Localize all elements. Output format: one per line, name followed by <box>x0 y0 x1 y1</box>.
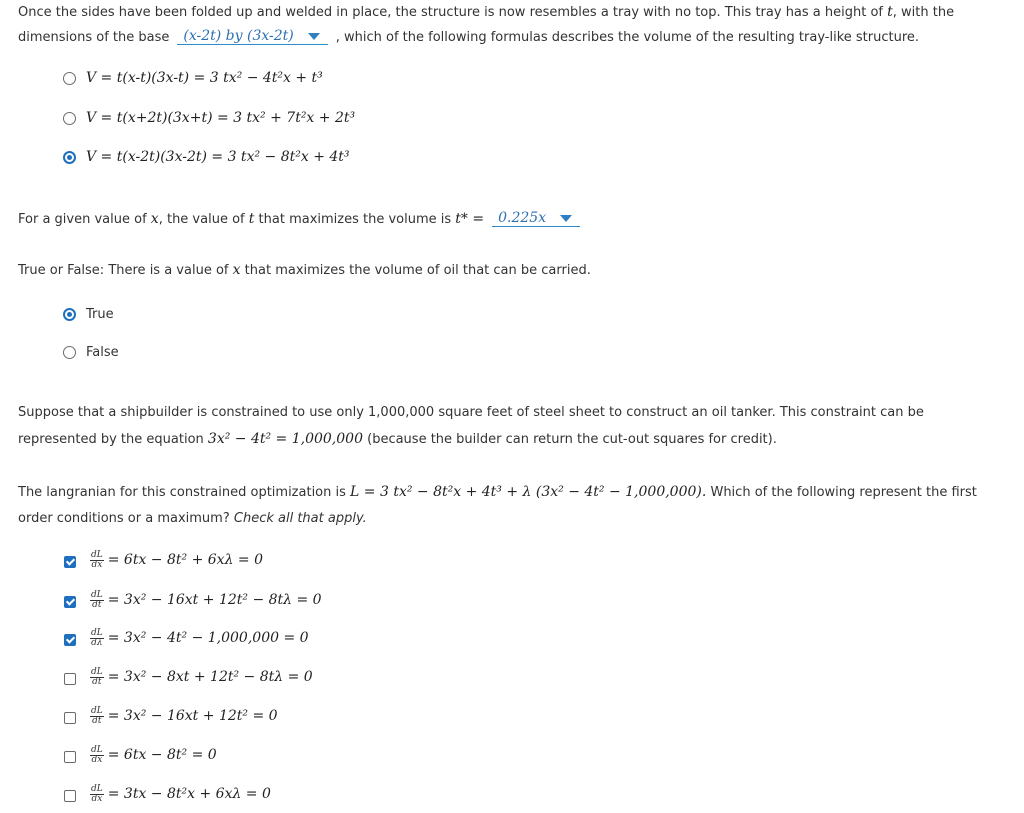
foc-3-num: dL <box>91 628 103 638</box>
false-option-label[interactable]: False <box>86 345 119 360</box>
foc-4-checkbox[interactable] <box>64 673 76 685</box>
q5-line2 <box>18 431 777 447</box>
foc-1-den: dx <box>91 560 103 570</box>
foc-3-den: dλ <box>91 638 103 648</box>
q6-line2-text: order conditions or a maximum? <box>18 511 230 526</box>
volume-option-2-radio[interactable] <box>63 112 76 125</box>
chevron-down-icon <box>308 33 320 40</box>
foc-2-rhs: = 3x² − 16xt + 12t² − 8tλ = 0 <box>107 592 322 608</box>
q4-prefix: True or False: There is a value of <box>18 263 229 278</box>
q1-line2 <box>18 26 919 45</box>
foc-6-den: dx <box>91 755 103 765</box>
foc-1[interactable] <box>90 551 263 570</box>
volume-option-3-radio[interactable] <box>63 151 76 164</box>
volume-option-1[interactable]: V = t(x-t)(3x-t) = 3 tx² − 4t²x + t³ <box>86 70 323 86</box>
q1-line2-prefix: dimensions of the base <box>18 30 170 45</box>
foc-1-num: dL <box>91 550 103 560</box>
foc-6-rhs: = 6tx − 8t² = 0 <box>107 747 217 763</box>
q6-suffix: Which of the following represent the first <box>710 485 977 500</box>
lagrangian-equation: L = 3 tx² − 8t²x + 4t³ + λ (3x² − 4t² − 1,000,000). <box>350 484 707 500</box>
q5-line2-suffix: (because the builder can return the cut-out squares for credit). <box>367 432 777 447</box>
q5-line2-prefix: represented by the equation <box>18 432 204 447</box>
foc-4-fraction <box>90 668 104 687</box>
foc-4-rhs: = 3x² − 8xt + 12t² − 8tλ = 0 <box>107 669 313 685</box>
foc-3-rhs: = 3x² − 4t² − 1,000,000 = 0 <box>107 630 309 646</box>
q4-suffix: that maximizes the volume of oil that can be carried. <box>244 263 591 278</box>
foc-4-num: dL <box>91 667 103 677</box>
foc-7[interactable] <box>90 785 271 804</box>
volume-option-1-radio[interactable] <box>63 72 76 85</box>
foc-2-den: dt <box>92 600 102 610</box>
foc-5-checkbox[interactable] <box>64 712 76 724</box>
true-option-label[interactable]: True <box>86 307 114 322</box>
false-radio[interactable] <box>63 346 76 359</box>
foc-4-den: dt <box>92 677 102 687</box>
q1-line2-suffix: , which of the following formulas describes the volume of the resulting tray-like structure. <box>335 30 920 45</box>
volume-option-3[interactable]: V = t(x-2t)(3x-2t) = 3 tx² − 8t²x + 4t³ <box>86 149 350 165</box>
foc-7-rhs: = 3tx − 8t²x + 6xλ = 0 <box>107 786 271 802</box>
t-star-label: t* = <box>455 211 485 227</box>
q3-line <box>18 208 580 227</box>
q1-text-before: Once the sides have been folded up and welded in place, the structure is now resembles a tray with no top. This tray has a height of <box>18 5 888 20</box>
foc-7-den: dx <box>91 794 103 804</box>
volume-option-2[interactable]: V = t(x+2t)(3x+t) = 3 tx² + 7t²x + 2t³ <box>86 110 356 126</box>
q3-mid: , the value of <box>158 212 245 227</box>
tstar-dropdown-value: 0.225x <box>498 210 547 226</box>
foc-1-checkbox[interactable] <box>64 556 76 568</box>
foc-2[interactable] <box>90 591 322 610</box>
true-radio[interactable] <box>63 308 76 321</box>
foc-2-num: dL <box>91 590 103 600</box>
dropdown-value: (x-2t) by (3x-2t) <box>183 28 294 44</box>
foc-7-num: dL <box>91 784 103 794</box>
foc-1-rhs: = 6tx − 8t² + 6xλ = 0 <box>107 552 263 568</box>
q6-prefix: The langranian for this constrained optimization is <box>18 485 346 500</box>
foc-5-den: dt <box>92 716 102 726</box>
foc-6-fraction <box>90 746 104 765</box>
tstar-dropdown[interactable] <box>492 208 580 227</box>
foc-6[interactable] <box>90 746 217 765</box>
foc-5[interactable] <box>90 707 278 726</box>
foc-6-num: dL <box>91 745 103 755</box>
foc-5-fraction <box>90 707 104 726</box>
foc-5-rhs: = 3x² − 16xt + 12t² = 0 <box>107 708 278 724</box>
chevron-down-icon <box>560 215 572 222</box>
foc-6-checkbox[interactable] <box>64 751 76 763</box>
foc-5-num: dL <box>91 706 103 716</box>
q6-line1 <box>18 484 977 500</box>
foc-3-fraction <box>90 629 104 648</box>
foc-2-checkbox[interactable] <box>64 596 76 608</box>
foc-2-fraction <box>90 591 104 610</box>
foc-1-fraction <box>90 551 104 570</box>
q1-line1 <box>18 4 954 20</box>
q3-var-t: t <box>248 211 255 227</box>
q3-var-x: x <box>150 211 159 227</box>
q3-suffix: that maximizes the volume is <box>258 212 452 227</box>
foc-7-checkbox[interactable] <box>64 790 76 802</box>
q1-text-mid: , with the <box>892 5 955 20</box>
q1-var-t: t <box>887 4 893 20</box>
base-dimensions-dropdown[interactable] <box>177 26 327 45</box>
constraint-equation: 3x² − 4t² = 1,000,000 <box>207 431 363 447</box>
foc-3[interactable] <box>90 629 309 648</box>
q4-var-x: x <box>232 262 241 278</box>
foc-7-fraction <box>90 785 104 804</box>
foc-4[interactable] <box>90 668 313 687</box>
check-all-instruction: Check all that apply. <box>233 511 367 526</box>
q3-prefix: For a given value of <box>18 212 147 227</box>
q5-line1: Suppose that a shipbuilder is constrained to use only 1,000,000 square feet of steel sheet to construct an oil tanker. This constraint can be <box>18 405 924 420</box>
foc-3-checkbox[interactable] <box>64 634 76 646</box>
q6-line2 <box>18 511 367 526</box>
q4-line <box>18 262 591 278</box>
